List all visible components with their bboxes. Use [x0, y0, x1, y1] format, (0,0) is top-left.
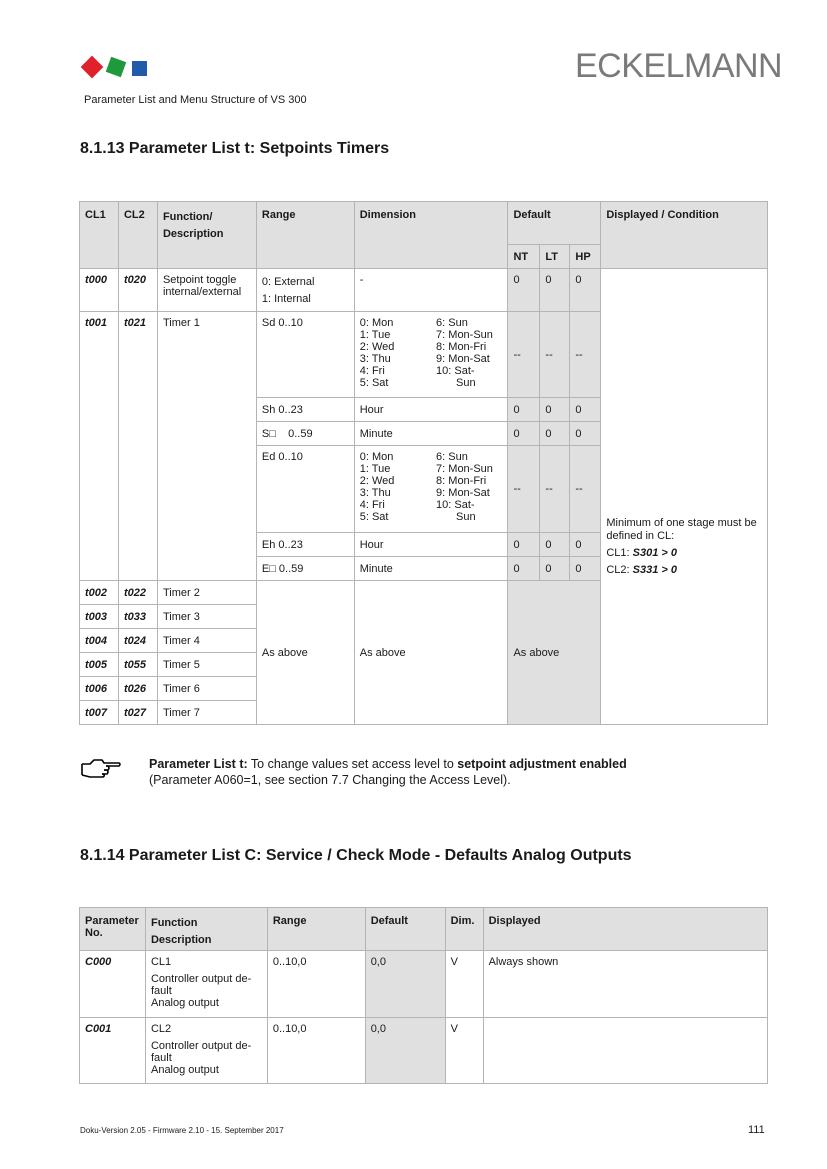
footer-version: Doku-Version 2.05 - Firmware 2.10 - 15. September 2017 [80, 1126, 284, 1135]
function-text: Timer 3 [157, 605, 256, 629]
cl1-code: t007 [80, 701, 119, 725]
day-option: 1: Tue [359, 463, 391, 475]
function-text: Timer 6 [157, 677, 256, 701]
document-subtitle: Parameter List and Menu Structure of VS 300 [84, 94, 307, 106]
range-cell: Eh 0..23 [256, 533, 354, 557]
function-cell [145, 951, 267, 1018]
day-option: 2: Wed [359, 341, 395, 353]
default-nt: -- [508, 312, 540, 398]
range-cell: 0..10,0 [267, 1018, 365, 1084]
day-option: 6: Sun [436, 451, 468, 463]
param-header-line1: Parameter [85, 915, 139, 927]
col-function-header [145, 908, 267, 951]
default-lt: 0 [540, 533, 570, 557]
col-function-header [157, 202, 256, 269]
section-title-service-mode: 8.1.14 Parameter List C: Service / Check Mode - Defaults Analog Outputs [80, 847, 632, 864]
displayed-cell [483, 1018, 767, 1084]
table-header-row [80, 908, 768, 951]
day-option: 5: Sat [359, 377, 389, 389]
day-option: 9: Mon-Sat [436, 353, 490, 365]
day-option: 8: Mon-Fri [436, 341, 487, 353]
range-line2: 1: Internal [261, 293, 311, 305]
function-line: Analog output [150, 997, 219, 1009]
default-hp: 0 [570, 533, 601, 557]
range-cell: Ed 0..10 [256, 446, 354, 533]
dim-cell: V [445, 951, 483, 1018]
default-nt: 0 [508, 557, 540, 581]
default-hp: 0 [570, 269, 601, 312]
default-cell: 0,0 [365, 951, 445, 1018]
condition-line: Minimum of one stage must be defined in CL: [606, 516, 757, 542]
day-option: 2: Wed [359, 475, 395, 487]
table-row [80, 269, 768, 312]
col-default-header: Default [508, 202, 601, 245]
note-bold-title: Parameter List t: [149, 757, 248, 771]
function-header-line1: Function/ [162, 211, 213, 223]
default-hp: 0 [570, 422, 601, 446]
col-nt-header: NT [508, 245, 540, 269]
dimension-cell: - [354, 269, 508, 312]
function-header-line2: Description [162, 228, 224, 240]
default-nt: 0 [508, 533, 540, 557]
logo-red-square [81, 56, 104, 79]
function-text: Timer 5 [157, 653, 256, 677]
cl2-code: t024 [118, 629, 157, 653]
condition-cl1 [606, 547, 762, 560]
col-hp-header: HP [570, 245, 601, 269]
day-option: 6: Sun [436, 317, 468, 329]
day-option: Sun [456, 511, 476, 523]
day-option: 7: Mon-Sun [436, 329, 493, 341]
col-range-header: Range [267, 908, 365, 951]
col-displayed-header: Displayed [483, 908, 767, 951]
note-reference: (Parameter A060=1, see section 7.7 Changing the Access Level). [149, 773, 511, 787]
default-nt: 0 [508, 269, 540, 312]
function-text: Setpoint toggle internal/external [157, 269, 256, 312]
dimension-days-a [354, 312, 431, 398]
condition-cl2 [606, 564, 762, 577]
day-option: 10: Sat- [436, 365, 475, 377]
condition-cl2-label: CL2: [606, 563, 633, 576]
cl2-code: t055 [118, 653, 157, 677]
dim-cell: V [445, 1018, 483, 1084]
function-line: Analog output [150, 1064, 219, 1076]
range-cell: S□ 0..59 [256, 422, 354, 446]
default-cell: 0,0 [365, 1018, 445, 1084]
function-text: Timer 1 [157, 312, 256, 581]
default-hp: -- [570, 312, 601, 398]
brand-name: ECKELMANN [575, 47, 783, 85]
table-row [80, 951, 768, 1018]
day-option: 1: Tue [359, 329, 391, 341]
function-line: fault [150, 1052, 172, 1064]
default-hp: 0 [570, 398, 601, 422]
default-lt: 0 [540, 422, 570, 446]
default-as-above: As above [508, 581, 601, 725]
logo-blue-square [132, 61, 147, 76]
cl2-code: t033 [118, 605, 157, 629]
default-nt: 0 [508, 422, 540, 446]
dimension-as-above: As above [354, 581, 508, 725]
service-mode-table [79, 907, 768, 1084]
cl1-code: t006 [80, 677, 119, 701]
day-option: Sun [456, 377, 476, 389]
table-row [80, 1018, 768, 1084]
access-level-note [149, 756, 627, 788]
dimension-days-b [431, 446, 508, 533]
cl2-code: t027 [118, 701, 157, 725]
col-displayed-header: Displayed / Condition [601, 202, 768, 269]
func-header-line1: Function [150, 917, 198, 929]
pointing-hand-icon [80, 758, 122, 780]
day-option: 0: Mon [359, 317, 394, 329]
note-text: To change values set access level to [247, 757, 458, 771]
function-cell [145, 1018, 267, 1084]
dimension-cell: Hour [354, 398, 508, 422]
company-logo [82, 56, 148, 78]
dimension-days-a [354, 446, 431, 533]
note-bold-emphasis: setpoint adjustment enabled [457, 757, 627, 771]
col-cl1-header: CL1 [80, 202, 119, 269]
default-nt: 0 [508, 398, 540, 422]
range-cell: Sh 0..23 [256, 398, 354, 422]
dimension-days-b [431, 312, 508, 398]
cl1-code: t005 [80, 653, 119, 677]
default-lt: -- [540, 312, 570, 398]
col-lt-header: LT [540, 245, 570, 269]
day-option: 3: Thu [359, 487, 391, 499]
day-option: 3: Thu [359, 353, 391, 365]
col-cl2-header: CL2 [118, 202, 157, 269]
condition-cell [601, 269, 768, 725]
default-lt: 0 [540, 557, 570, 581]
range-line1: 0: External [261, 276, 315, 288]
default-lt: 0 [540, 269, 570, 312]
default-lt: 0 [540, 398, 570, 422]
cl2-code: t022 [118, 581, 157, 605]
day-option: 0: Mon [359, 451, 394, 463]
cl1-code: t001 [80, 312, 119, 581]
parameter-code: C001 [80, 1018, 146, 1084]
dimension-cell: Hour [354, 533, 508, 557]
day-option: 5: Sat [359, 511, 389, 523]
cl1-code: t003 [80, 605, 119, 629]
function-line: fault [150, 985, 172, 997]
page-number: 111 [748, 1124, 765, 1136]
default-hp: 0 [570, 557, 601, 581]
function-line: CL2 [150, 1023, 172, 1035]
dimension-cell: Minute [354, 557, 508, 581]
cl2-code: t021 [118, 312, 157, 581]
day-option: 4: Fri [359, 499, 385, 511]
func-header-line2: Description [150, 934, 212, 946]
range-cell: Sd 0..10 [256, 312, 354, 398]
condition-cl1-label: CL1: [606, 546, 633, 559]
default-lt: -- [540, 446, 570, 533]
cl1-code: t004 [80, 629, 119, 653]
parameter-code: C000 [80, 951, 146, 1018]
cl2-code: t026 [118, 677, 157, 701]
default-hp: -- [570, 446, 601, 533]
function-text: Timer 2 [157, 581, 256, 605]
col-default-header: Default [365, 908, 445, 951]
cl1-code: t000 [80, 269, 119, 312]
displayed-cell: Always shown [483, 951, 767, 1018]
dimension-cell: Minute [354, 422, 508, 446]
section-title-timers: 8.1.13 Parameter List t: Setpoints Timers [80, 140, 390, 157]
function-line: Controller output de- [150, 973, 252, 985]
param-header-line2: No. [85, 927, 103, 939]
condition-cl1-value: S301 > 0 [632, 546, 677, 559]
day-option: 10: Sat- [436, 499, 475, 511]
cl1-code: t002 [80, 581, 119, 605]
day-option: 4: Fri [359, 365, 385, 377]
day-option: 9: Mon-Sat [436, 487, 490, 499]
range-cell: 0..10,0 [267, 951, 365, 1018]
function-line: CL1 [150, 956, 172, 968]
function-text: Timer 7 [157, 701, 256, 725]
cl2-code: t020 [118, 269, 157, 312]
range-cell: E□ 0..59 [256, 557, 354, 581]
day-option: 7: Mon-Sun [436, 463, 493, 475]
timers-table [79, 201, 768, 725]
condition-cl2-value: S331 > 0 [632, 563, 677, 576]
table-header-row [80, 202, 768, 245]
col-parameter-header [80, 908, 146, 951]
function-line: Controller output de- [150, 1040, 252, 1052]
range-as-above: As above [256, 581, 354, 725]
col-dim-header: Dim. [445, 908, 483, 951]
function-text: Timer 4 [157, 629, 256, 653]
col-range-header: Range [256, 202, 354, 269]
range-cell [256, 269, 354, 312]
day-option: 8: Mon-Fri [436, 475, 487, 487]
logo-green-square [106, 57, 127, 78]
col-dimension-header: Dimension [354, 202, 508, 269]
default-nt: -- [508, 446, 540, 533]
